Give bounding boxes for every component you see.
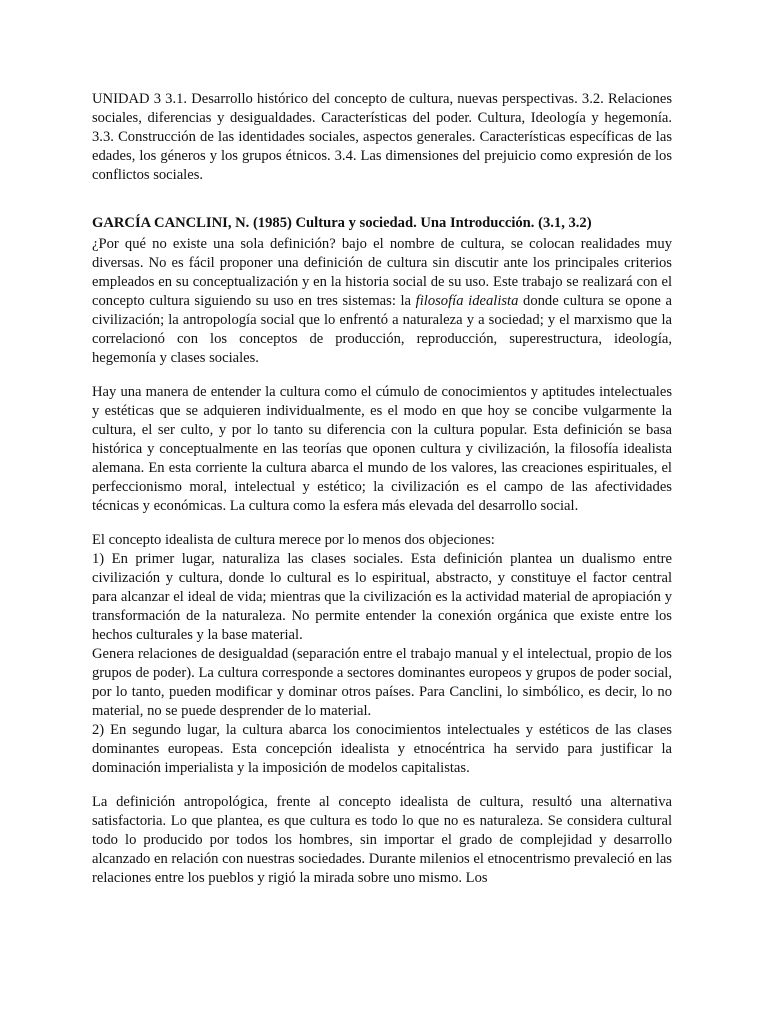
p1-italic-term: filosofía idealista xyxy=(415,293,519,309)
paragraph-objections-intro: El concepto idealista de cultura merece por lo menos dos objeciones: xyxy=(92,532,495,548)
p1-text-after: donde cultura se opone a civilización; la antropología social que lo enfrentó a naturaleza y a sociedad; y el marxismo que la correlacionó con los conceptos de producción, reproducción, superestructura, ideología, hegemonía y clases sociales. xyxy=(92,293,672,366)
p1-text-before: ¿Por qué no existe una sola definición? bajo el nombre de cultura, se colocan realidades muy diversas. No es fácil proponer una definición de cultura sin discutir ante los principales criterios empleados en su conceptualización y en la historia social de su uso. Este trabajo se realizará con el concepto cultura siguiendo su uso en tres sistemas: la xyxy=(92,236,672,309)
paragraph-anthropological-definition: La definición antropológica, frente al concepto idealista de cultura, resultó una alternativa satisfactoria. Lo que plantea, es que cultura es todo lo que no es naturaleza. Se considera cultural todo lo producido por todos los hombres, sin importar el grado de complejidad y desarrollo alcanzado en relación con nuestras sociedades. Durante milenios el etnocentrismo prevaleció en las relaciones entre los pueblos y rigió la mirada sobre uno mismo. Los xyxy=(92,794,672,886)
paragraph-objection-2: 2) En segundo lugar, la cultura abarca los conocimientos intelectuales y estéticos de las clases dominantes europeas. Esta concepción idealista y etnocéntrica ha servido para justificar la dominación imperialista y la imposición de modelos capitalistas. xyxy=(92,722,672,776)
document-page xyxy=(92,90,672,888)
unit-intro-paragraph: UNIDAD 3 3.1. Desarrollo histórico del concepto de cultura, nuevas perspectivas. 3.2. Relaciones sociales, diferencias y desigualdades. Características del poder. Cultura, Ideología y hegemonía. 3.3. Construcción de las identidades sociales, aspectos generales. Características específicas de las edades, los géneros y los grupos étnicos. 3.4. Las dimensiones del prejuicio como expresión de los conflictos sociales. xyxy=(92,91,672,183)
paragraph-inequality: Genera relaciones de desigualdad (separación entre el trabajo manual y el intelectual, propio de los grupos de poder). La cultura corresponde a sectores dominantes europeos y grupos de poder social, por lo tanto, pueden modificar y dominar otros países. Para Canclini, lo simbólico, es decir, lo no material, no se puede desprender de lo material. xyxy=(92,646,672,719)
paragraph-definition-systems xyxy=(92,235,672,368)
paragraph-idealist-culture: Hay una manera de entender la cultura como el cúmulo de conocimientos y aptitudes intelectuales y estéticas que se adquieren individualmente, es el modo en que hoy se concibe vulgarmente la cultura, el ser culto, y por lo tanto su diferencia con la cultura popular. Esta definición se basa histórica y conceptualmente en las teorías que oponen cultura y civilización, la filosofía idealista alemana. En esta corriente la cultura abarca el mundo de los valores, las creaciones espirituales, el perfeccionismo moral, intelectual y estético; la civilización es el campo de las afectividades técnicas y económicas. La cultura como la esfera más elevada del desarrollo social. xyxy=(92,384,672,514)
section-heading: GARCÍA CANCLINI, N. (1985) Cultura y sociedad. Una Introducción. (3.1, 3.2) xyxy=(92,215,592,231)
paragraph-objection-1: 1) En primer lugar, naturaliza las clases sociales. Esta definición plantea un dualismo entre civilización y cultura, donde lo cultural es lo espiritual, abstracto, y constituye el factor central para alcanzar el ideal de vida; mientras que la civilización es la actividad material de apropiación y transformación de la naturaleza. No permite entender la conexión orgánica que existe entre los hechos culturales y la base material. xyxy=(92,551,672,643)
